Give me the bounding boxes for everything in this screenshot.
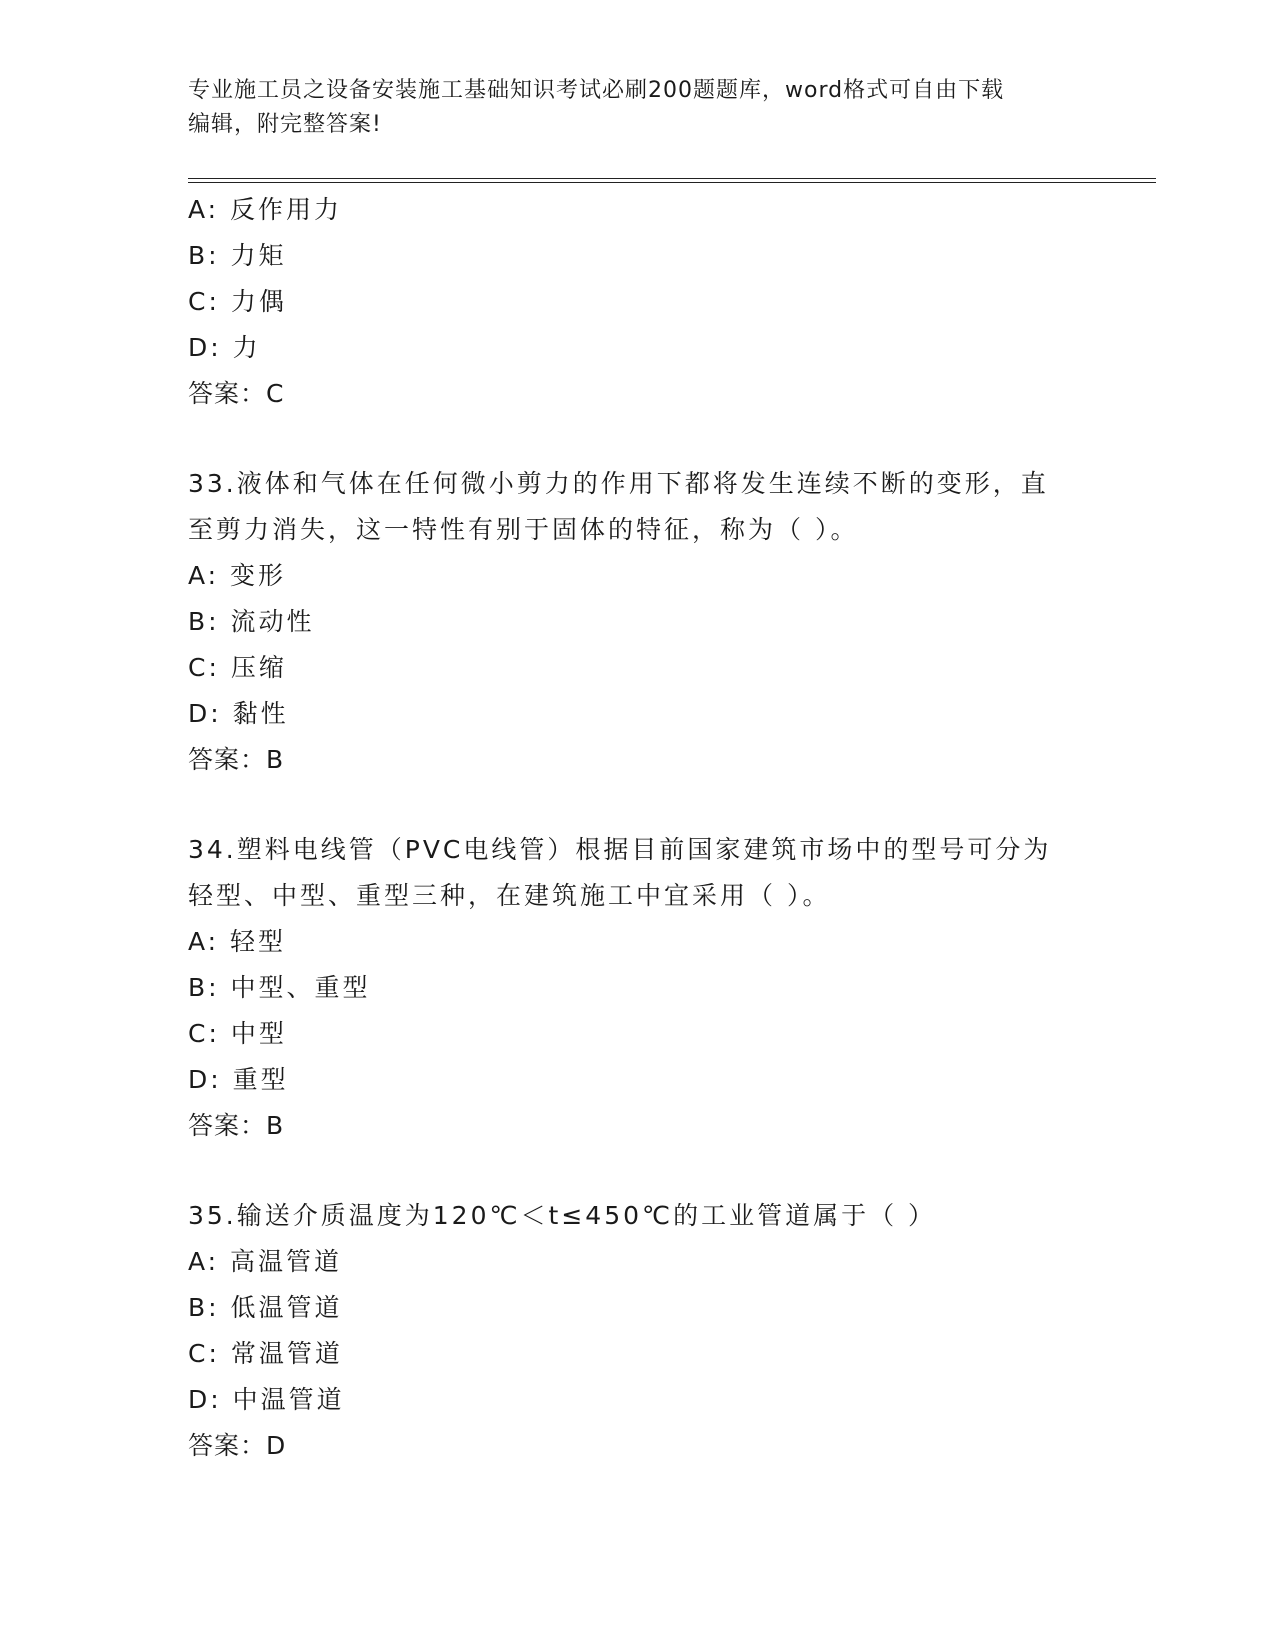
answer-line: 答案：D (188, 1431, 287, 1460)
option-a: A: 变形 (188, 561, 287, 590)
question-block-32 (188, 187, 1088, 417)
header-line-2: 编辑，附完整答案! (188, 112, 382, 137)
header-double-rule (188, 178, 1156, 183)
option-a: A: 反作用力 (188, 195, 343, 224)
question-text-line-2: 至剪力消失，这一特性有别于固体的特征，称为（ ）。 (188, 515, 859, 544)
question-text-line-2: 轻型、中型、重型三种，在建筑施工中宜采用（ ）。 (188, 881, 831, 910)
option-d: D: 中温管道 (188, 1385, 345, 1414)
option-b: B: 低温管道 (188, 1293, 343, 1322)
page-header (188, 74, 1088, 142)
header-line-1: 专业施工员之设备安装施工基础知识考试必刷200题题库，word格式可自由下载 (188, 78, 1005, 103)
option-d: D: 黏性 (188, 699, 289, 728)
option-c: C: 压缩 (188, 653, 287, 682)
question-text-line-1: 35.输送介质温度为120℃＜t≤450℃的工业管道属于（ ） (188, 1201, 937, 1230)
option-b: B: 力矩 (188, 241, 287, 270)
question-block-35 (188, 1193, 1088, 1469)
answer-line: 答案：B (188, 1111, 285, 1140)
option-b: B: 流动性 (188, 607, 315, 636)
option-c: C: 力偶 (188, 287, 287, 316)
question-content (188, 187, 1088, 1469)
option-c: C: 常温管道 (188, 1339, 343, 1368)
option-a: A: 高温管道 (188, 1247, 343, 1276)
question-block-34 (188, 827, 1088, 1149)
option-a: A: 轻型 (188, 927, 287, 956)
question-text-line-1: 34.塑料电线管（PVC电线管）根据目前国家建筑市场中的型号可分为 (188, 835, 1052, 864)
option-b: B: 中型、重型 (188, 973, 371, 1002)
answer-line: 答案：B (188, 745, 285, 774)
question-block-33 (188, 461, 1088, 783)
answer-line: 答案：C (188, 379, 285, 408)
question-text-line-1: 33.液体和气体在任何微小剪力的作用下都将发生连续不断的变形，直 (188, 469, 1049, 498)
option-d: D: 重型 (188, 1065, 289, 1094)
option-c: C: 中型 (188, 1019, 287, 1048)
option-d: D: 力 (188, 333, 261, 362)
